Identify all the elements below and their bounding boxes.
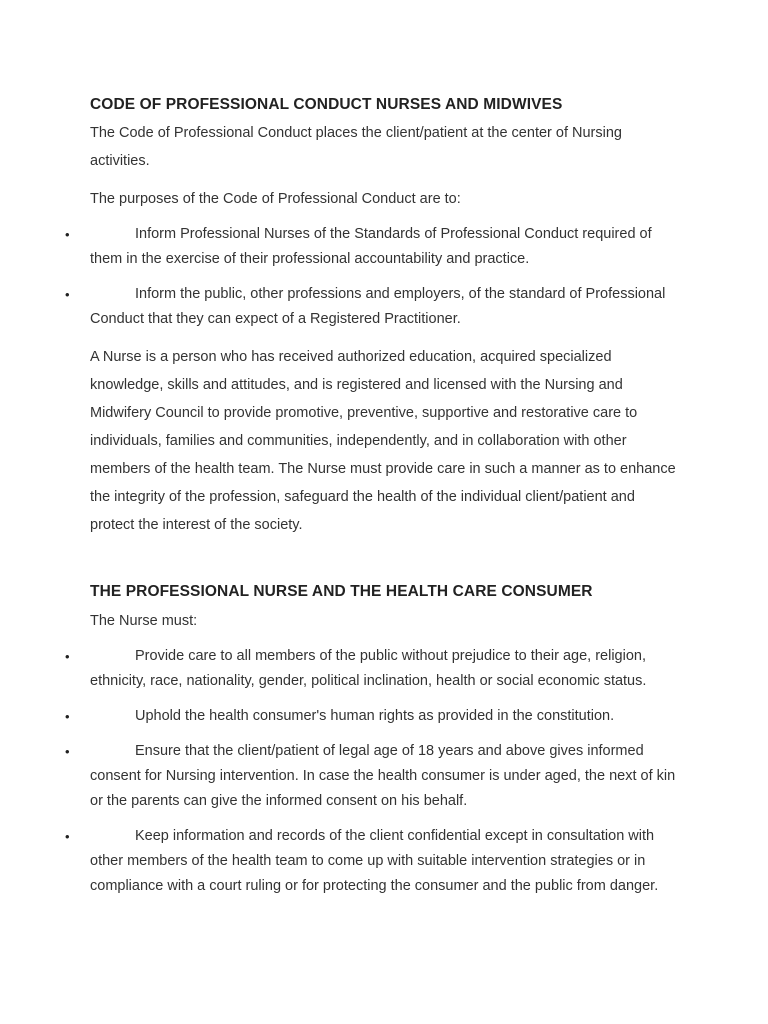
list-item-text: Uphold the health consumer's human rights as provided in the constitution. <box>135 708 615 724</box>
intro-paragraph: The Code of Professional Conduct places the client/patient at the center of Nursing activities. <box>90 125 622 169</box>
list-item-purpose-2 <box>65 282 680 332</box>
list-item-duty-1 <box>65 644 680 694</box>
section-heading-code-of-conduct: CODE OF PROFESSIONAL CONDUCT NURSES AND MIDWIVES <box>90 96 563 113</box>
bullet-icon: • <box>65 829 70 844</box>
nurse-definition-paragraph: A Nurse is a person who has received authorized education, acquired specialized knowledge, skills and attitudes, and is registered and licensed with the Nursing and Midwifery Council to provide promotive, preventive, supportive and restorative care to individuals, families and communities, independently, and in collaboration with other members of the health team. The Nurse must provide care in such a manner as to enhance the integrity of the profession, safeguard the health of the individual client/patient and protect the interest of the society. <box>90 349 676 533</box>
list-item-text: Inform the public, other professions and employers, of the standard of Professional Conduct that they can expect of a Registered Practitioner. <box>90 286 666 327</box>
section-heading-health-care-consumer: THE PROFESSIONAL NURSE AND THE HEALTH CARE CONSUMER <box>90 583 593 600</box>
list-item-duty-2 <box>65 704 680 729</box>
list-item-duty-4 <box>65 824 680 899</box>
bullet-icon: • <box>65 709 70 724</box>
list-item-text: Ensure that the client/patient of legal age of 18 years and above gives informed consent for Nursing intervention. In case the health consumer is under aged, the next of kin or the parents can give the informed consent on his behalf. <box>90 743 676 809</box>
list-item-text: Provide care to all members of the public without prejudice to their age, religion, ethnicity, race, nationality, gender, political inclination, health or social economic status. <box>90 648 647 689</box>
bullet-icon: • <box>65 649 70 664</box>
list-item-text: Keep information and records of the client confidential except in consultation with other members of the health team to come up with suitable intervention strategies or in compliance with a court ruling or for protecting the consumer and the public from danger. <box>90 828 659 894</box>
bullet-icon: • <box>65 744 70 759</box>
bullet-icon: • <box>65 287 70 302</box>
list-item-duty-3 <box>65 739 680 814</box>
purposes-lead-paragraph: The purposes of the Code of Professional Conduct are to: <box>90 191 461 207</box>
nurse-must-lead: The Nurse must: <box>90 613 198 629</box>
bullet-icon: • <box>65 227 70 242</box>
list-item-purpose-1 <box>65 222 680 272</box>
list-item-text: Inform Professional Nurses of the Standards of Professional Conduct required of them in the exercise of their professional accountability and practice. <box>90 226 652 267</box>
